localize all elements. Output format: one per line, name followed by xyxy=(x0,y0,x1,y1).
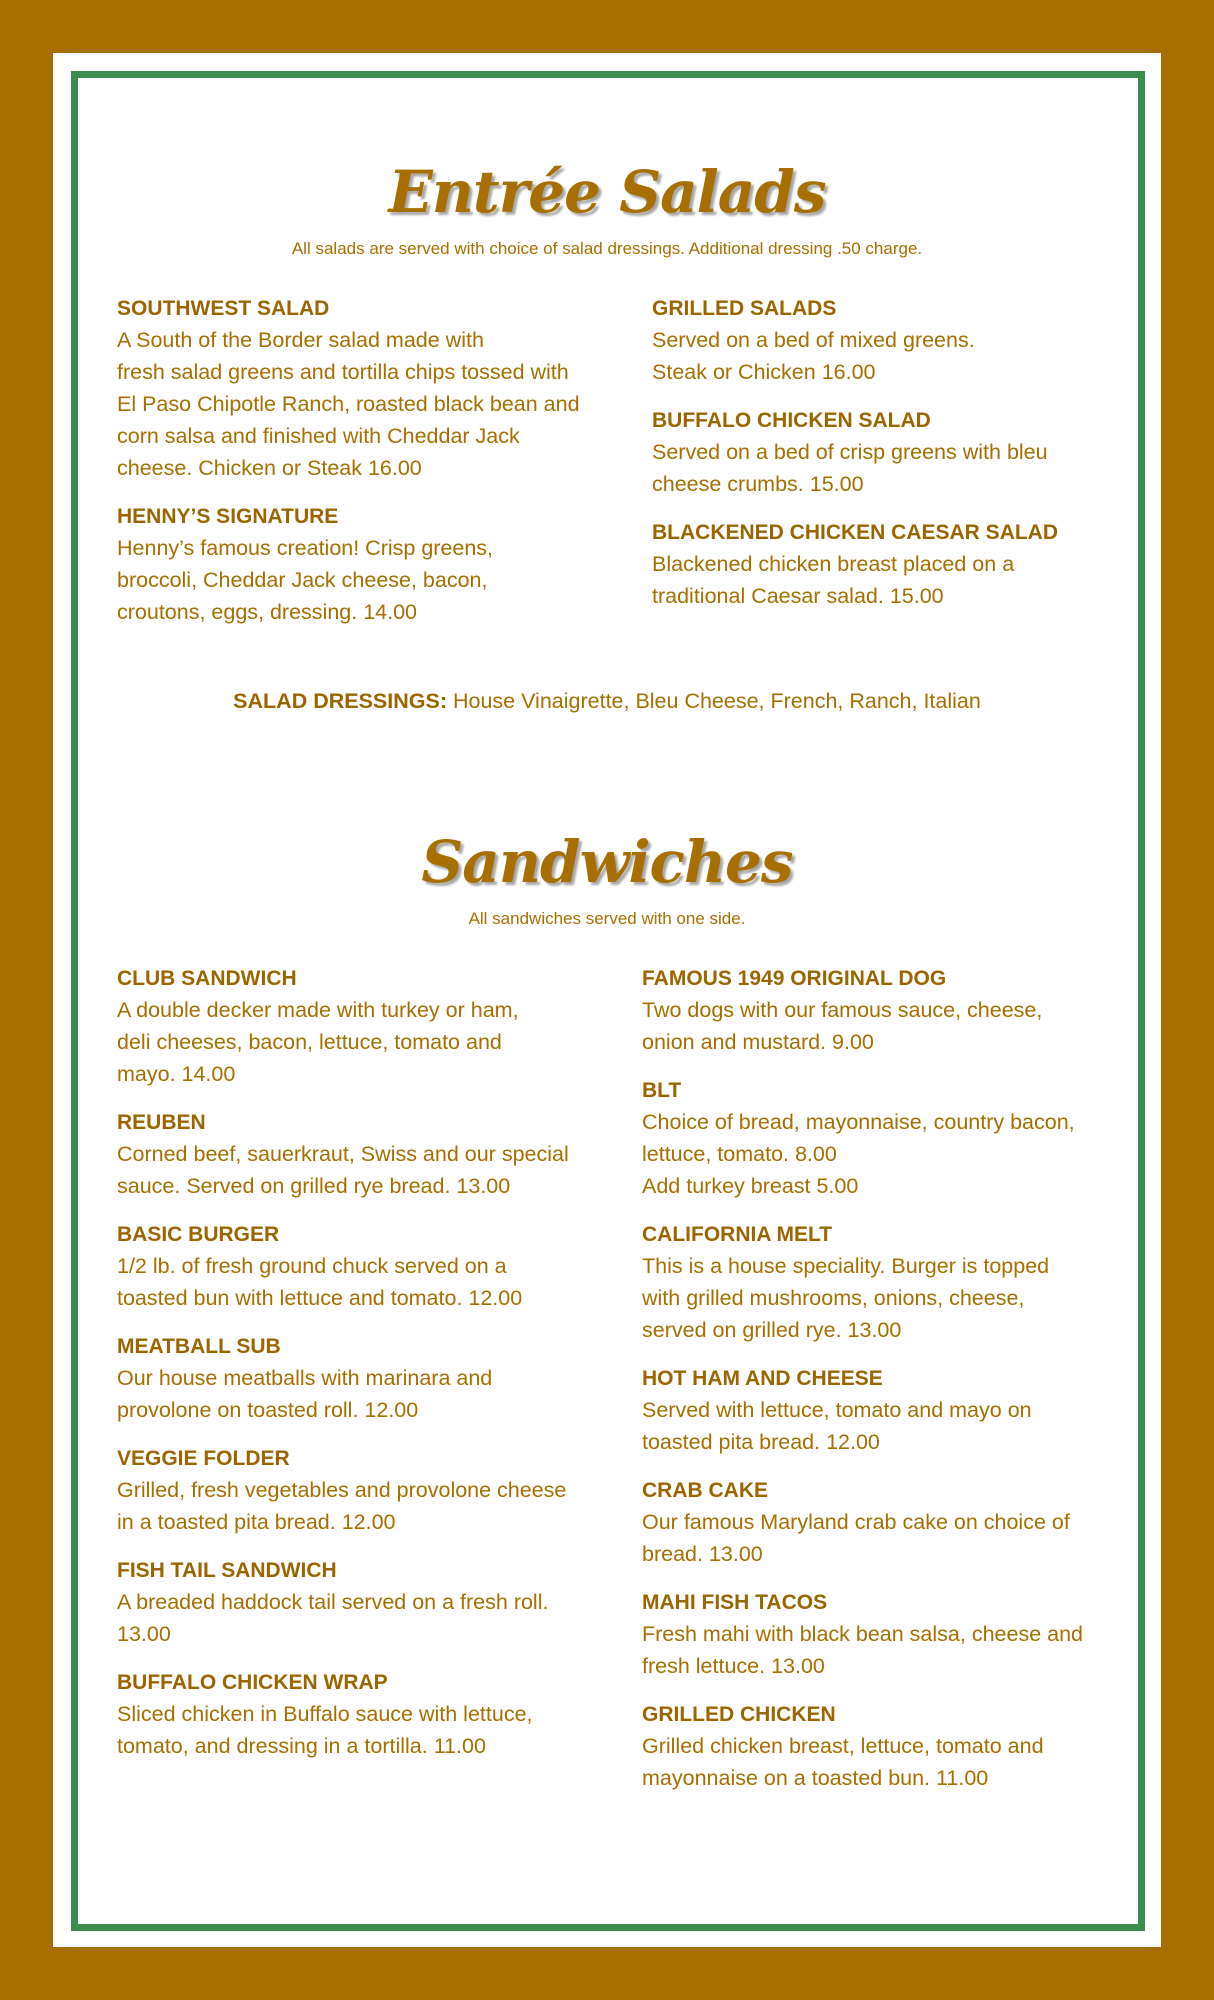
item-description: Our famous Maryland crab cake on choice of bread. 13.00 xyxy=(642,1510,1070,1566)
salad-dressings-label: SALAD DRESSINGS: xyxy=(233,689,447,713)
sandwiches-subtitle: All sandwiches served with one side. xyxy=(468,909,746,928)
item-name: CRAB CAKE xyxy=(642,1479,768,1502)
item-name: GRILLED CHICKEN xyxy=(642,1703,836,1726)
item-name: BLT xyxy=(642,1079,682,1102)
item-description: A double decker made with turkey or ham, deli cheeses, bacon, lettuce, tomato and mayo. 14.00 xyxy=(117,998,519,1086)
item-description: Served on a bed of mixed greens. Steak or Chicken 16.00 xyxy=(652,328,975,384)
item-description: A South of the Border salad made with fresh salad greens and tortilla chips tossed with El Paso Chipotle Ranch, roasted black bean and corn salsa and finished with Cheddar Jack cheese. Chicken or Steak 16.00 xyxy=(117,328,580,480)
item-name: MEATBALL SUB xyxy=(117,1335,281,1358)
sandwiches-right-column xyxy=(642,964,1132,1812)
item-name: HENNY’S SIGNATURE xyxy=(117,505,339,528)
menu-item xyxy=(642,1364,1132,1458)
menu-item xyxy=(117,1220,617,1314)
salad-dressings-line xyxy=(53,689,1161,714)
item-description: Grilled, fresh vegetables and provolone cheese in a toasted pita bread. 12.00 xyxy=(117,1478,567,1534)
item-name: BUFFALO CHICKEN SALAD xyxy=(652,409,931,432)
item-name: CALIFORNIA MELT xyxy=(642,1223,833,1246)
menu-item xyxy=(117,1668,617,1762)
item-description: Choice of bread, mayonnaise, country bacon, lettuce, tomato. 8.00 Add turkey breast 5.00 xyxy=(642,1110,1075,1198)
item-description: Sliced chicken in Buffalo sauce with lettuce, tomato, and dressing in a tortilla. 11.00 xyxy=(117,1702,533,1758)
item-name: SOUTHWEST SALAD xyxy=(117,297,330,320)
item-name: BUFFALO CHICKEN WRAP xyxy=(117,1671,388,1694)
menu-item xyxy=(117,1444,617,1538)
menu-item xyxy=(642,1076,1132,1202)
item-description: 1/2 lb. of fresh ground chuck served on a toasted bun with lettuce and tomato. 12.00 xyxy=(117,1254,523,1310)
menu-item xyxy=(652,294,1122,388)
item-name: BASIC BURGER xyxy=(117,1223,280,1246)
menu-item xyxy=(117,294,617,484)
item-name: BLACKENED CHICKEN CAESAR SALAD xyxy=(652,521,1059,544)
menu-item xyxy=(117,1556,617,1650)
menu-item xyxy=(642,1220,1132,1346)
salads-right-column xyxy=(652,294,1122,630)
menu-item xyxy=(117,964,617,1090)
salads-left-column xyxy=(117,294,617,646)
item-description: Our house meatballs with marinara and provolone on toasted roll. 12.00 xyxy=(117,1366,493,1422)
sandwiches-left-column xyxy=(117,964,617,1780)
item-name: VEGGIE FOLDER xyxy=(117,1447,290,1470)
item-name: FAMOUS 1949 ORIGINAL DOG xyxy=(642,967,947,990)
item-name: FISH TAIL SANDWICH xyxy=(117,1559,337,1582)
item-description: Fresh mahi with black bean salsa, cheese and fresh lettuce. 13.00 xyxy=(642,1622,1083,1678)
item-description: Corned beef, sauerkraut, Swiss and our special sauce. Served on grilled rye bread. 13.00 xyxy=(117,1142,569,1198)
item-name: CLUB SANDWICH xyxy=(117,967,297,990)
item-description: Two dogs with our famous sauce, cheese, onion and mustard. 9.00 xyxy=(642,998,1043,1054)
menu-item xyxy=(652,406,1122,500)
item-name: HOT HAM AND CHEESE xyxy=(642,1367,883,1390)
salads-heading: Entrée Salads xyxy=(388,158,826,226)
item-description: Served on a bed of crisp greens with bleu cheese crumbs. 15.00 xyxy=(652,440,1048,496)
sandwiches-heading: Sandwiches xyxy=(421,828,793,896)
item-name: MAHI FISH TACOS xyxy=(642,1591,828,1614)
menu-item xyxy=(642,964,1132,1058)
menu-item xyxy=(642,1476,1132,1570)
item-description: Blackened chicken breast placed on a traditional Caesar salad. 15.00 xyxy=(652,552,1015,608)
item-description: Henny’s famous creation! Crisp greens, broccoli, Cheddar Jack cheese, bacon, croutons, eggs, dressing. 14.00 xyxy=(117,536,494,624)
menu-item xyxy=(642,1700,1132,1794)
menu-item xyxy=(117,1332,617,1426)
item-description: Served with lettuce, tomato and mayo on toasted pita bread. 12.00 xyxy=(642,1398,1032,1454)
menu-item xyxy=(117,1108,617,1202)
menu-item xyxy=(117,502,617,628)
salad-dressings-list: House Vinaigrette, Bleu Cheese, French, Ranch, Italian xyxy=(447,689,981,713)
item-name: REUBEN xyxy=(117,1111,206,1134)
item-description: A breaded haddock tail served on a fresh roll. 13.00 xyxy=(117,1590,549,1646)
menu-page xyxy=(53,53,1161,1947)
menu-item xyxy=(642,1588,1132,1682)
item-name: GRILLED SALADS xyxy=(652,297,837,320)
salads-subtitle: All salads are served with choice of salad dressings. Additional dressing .50 charge. xyxy=(291,239,923,258)
menu-item xyxy=(652,518,1122,612)
item-description: Grilled chicken breast, lettuce, tomato and mayonnaise on a toasted bun. 11.00 xyxy=(642,1734,1044,1790)
item-description: This is a house speciality. Burger is topped with grilled mushrooms, onions, cheese, served on grilled rye. 13.00 xyxy=(642,1254,1050,1342)
